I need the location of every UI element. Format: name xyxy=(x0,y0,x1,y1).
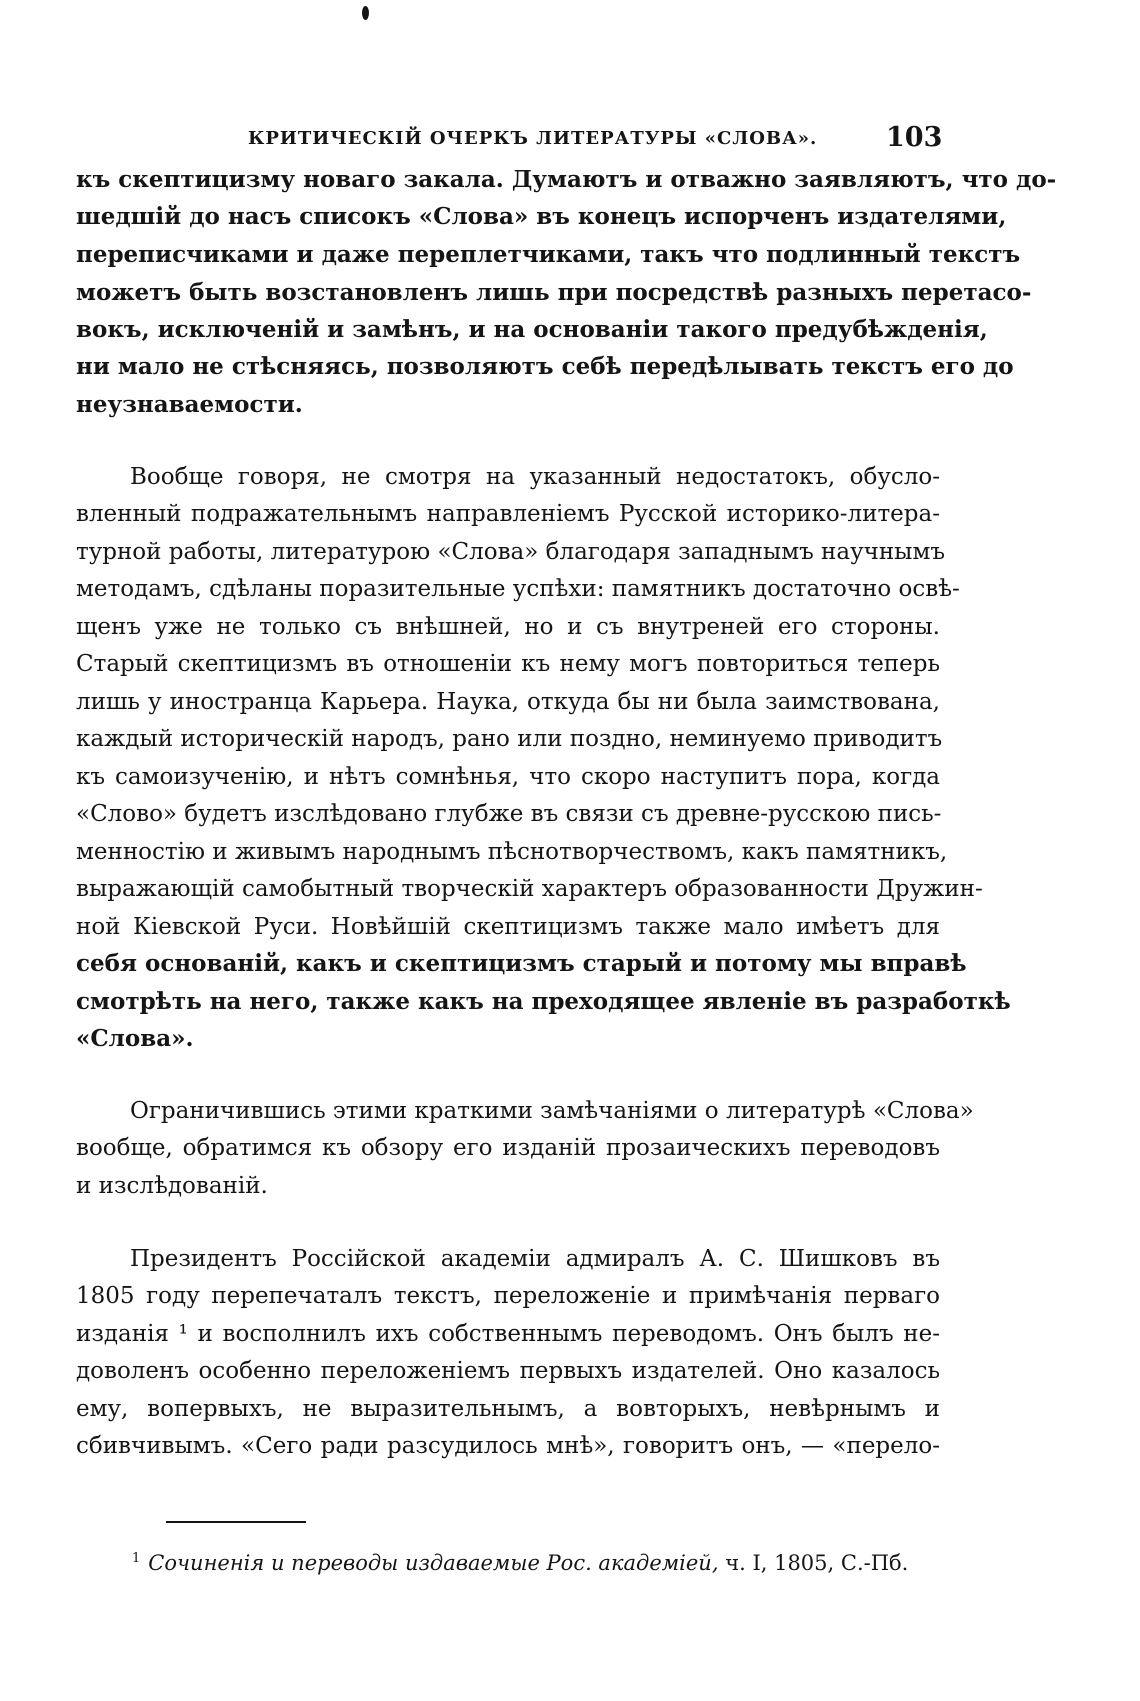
text-line: менностію и живымъ народнымъ пѣснотворчествомъ, какъ памятникъ, xyxy=(76,839,948,865)
text-line: лишь у иностранца Карьера. Наука, откуда бы ни была заимствована, xyxy=(76,689,940,715)
text-line: турной работы, литературою «Слова» благодаря западнымъ научнымъ xyxy=(76,539,945,565)
text-line: ни мало не стѣсняясь, позволяютъ себѣ передѣлывать текстъ его до xyxy=(76,353,1014,380)
footnote-details: ч. I, 1805, С.-Пб. xyxy=(725,1551,909,1575)
text-line: себя основаній, какъ и скептицизмъ старый и потому мы вправѣ xyxy=(76,950,967,977)
running-head: КРИТИЧЕСКІЙ ОЧЕРКЪ ЛИТЕРАТУРЫ «СЛОВА». xyxy=(248,128,818,149)
footnote-marker: 1 xyxy=(132,1551,141,1566)
text-line: доволенъ особенно переложеніемъ первыхъ издателей. Оно казалось xyxy=(76,1358,940,1384)
footnote xyxy=(132,1545,908,1577)
paragraph-first-line: Ограничившись этими краткими замѣчаніями о литературѣ «Слова» xyxy=(130,1098,974,1124)
text-line: каждый историческій народъ, рано или поздно, неминуемо приводитъ xyxy=(76,726,943,752)
text-line: выражающій самобытный творческій характеръ образованности Дружин- xyxy=(76,876,983,902)
text-line: вообще, обратимся къ обзору его изданій прозаическихъ переводовъ xyxy=(76,1135,940,1161)
text-line: изданія ¹ и восполнилъ ихъ собственнымъ переводомъ. Онъ былъ не- xyxy=(76,1321,940,1347)
text-line: къ скептицизму новаго закала. Думаютъ и отважно заявляютъ, что до- xyxy=(76,166,1057,193)
text-line: и изслѣдованій. xyxy=(76,1173,268,1199)
text-line: вленный подражательнымъ направленіемъ Русской историко-литера- xyxy=(76,501,940,527)
text-line: ной Кіевской Руси. Новѣйшій скептицизмъ также мало имѣетъ для xyxy=(76,914,940,940)
text-line: 1805 году перепечаталъ текстъ, переложеніе и примѣчанія перваго xyxy=(76,1283,940,1309)
text-line: шедшій до насъ списокъ «Слова» въ конецъ испорченъ издателями, xyxy=(76,203,1007,230)
paragraph-first-line: Вообще говоря, не смотря на указанный недостатокъ, обусло- xyxy=(130,464,940,490)
text-line: «Слово» будетъ изслѣдовано глубже въ связи съ древне-русскою пись- xyxy=(76,801,942,827)
text-line: можетъ быть возстановленъ лишь при посредствѣ разныхъ перетасо- xyxy=(76,279,1032,306)
text-line: щенъ уже не только съ внѣшней, но и съ внутреней его стороны. xyxy=(76,614,940,640)
ink-speck xyxy=(362,6,369,20)
text-line: сбивчивымъ. «Сего ради разсудилось мнѣ», говоритъ онъ, — «перело- xyxy=(76,1433,940,1459)
text-line: «Слова». xyxy=(76,1025,194,1052)
text-line: методамъ, сдѣланы поразительные успѣхи: памятникъ достаточно освѣ- xyxy=(76,576,960,602)
text-line: неузнаваемости. xyxy=(76,391,303,418)
text-line: Старый скептицизмъ въ отношеніи къ нему могъ повториться теперь xyxy=(76,651,940,677)
page-number: 103 xyxy=(886,122,943,153)
footnote-title: Сочиненія и переводы издаваемые Рос. академіей, xyxy=(148,1551,719,1575)
paragraph-first-line: Президентъ Россійской академіи адмиралъ А. С. Шишковъ въ xyxy=(130,1246,940,1272)
footnote-rule xyxy=(166,1521,306,1523)
text-line: къ самоизученію, и нѣтъ сомнѣнья, что скоро наступитъ пора, когда xyxy=(76,764,940,790)
text-line: смотрѣть на него, также какъ на преходящее явленіе въ разработкѣ xyxy=(76,988,1011,1015)
text-line: вокъ, исключеній и замѣнъ, и на основаніи такого предубѣжденія, xyxy=(76,316,988,343)
text-line: переписчиками и даже переплетчиками, такъ что подлинный текстъ xyxy=(76,241,1021,268)
text-line: ему, вопервыхъ, не выразительнымъ, а вовторыхъ, невѣрнымъ и xyxy=(76,1396,940,1422)
